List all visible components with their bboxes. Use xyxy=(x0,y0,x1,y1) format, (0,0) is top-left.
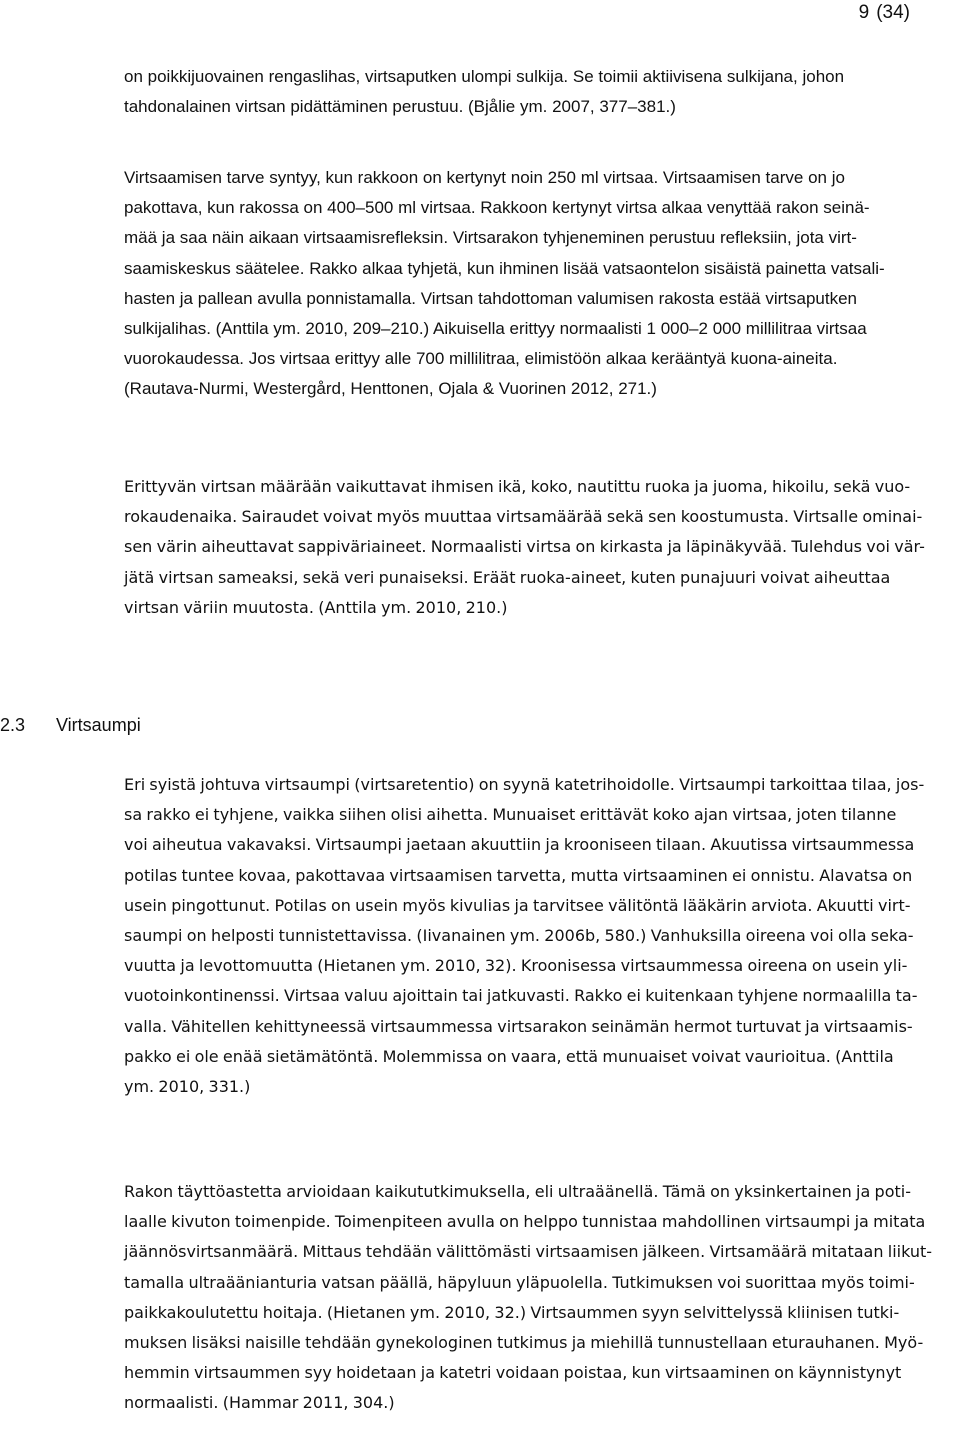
page-number-total: (34) xyxy=(876,2,910,23)
paragraph-urination-need: Virtsaamisen tarve syntyy, kun rakkoon on kertynyt noin 250 ml virtsaa. Virtsaamisen tarve on jo pakottava, kun rakossa on 400–500 ml virtsaa. Rakkoon kertynyt virtsa alkaa venyttää rakon seinä- mää ja saa näin aikaan virtsaamisrefleksin. Virtsarakon tyhjeneminen perustuu refleksiin, jota virt- saamiskeskus säätelee. Rakko alkaa tyhjetä, kun ihminen lisää vatsaontelon sisäistä painetta vatsali- hasten ja pallean avulla ponnistamalla. Virtsan tahdottoman valumisen rakosta estää virtsaputken sulkijalihas. (Anttila ym. 2010, 209–210.) Aikuisella erittyy normaalisti 1 000–2 000 millilitraa virtsaa vuorokaudessa. Jos virtsaa erittyy alle 700 millilitraa, elimistöön alkaa kerääntyä kuona-aineita. (Rautava-Nurmi, Westergård, Henttonen, Ojala & Vuorinen 2012, 271.) xyxy=(124,168,885,399)
section-heading xyxy=(0,712,141,738)
paragraph-urethral-sphincter: on poikkijuovainen rengaslihas, virtsaputken ulompi sulkija. Se toimii aktiivisena sulkijana, johon tahdonalainen virtsan pidättäminen perustuu. (Bjålie ym. 2007, 377–381.) xyxy=(124,67,845,117)
section-number: 2.3 xyxy=(0,715,26,735)
paragraph-bladder-ultrasound: Rakon täyttöastetta arvioidaan kaikututkimuksella, eli ultraäänellä. Tämä on yksinkertainen ja poti- laalle kivuton toimenpide. Toimenpiteen avulla on helppo tunnistaa mahdollinen virtsaumpi ja mitata jäännösvirtsanmäärä. Mittaus tehdään välittömästi virtsaamisen jälkeen. Virtsamäärä mitataan liikut- tamalla ultraäänianturia vatsan päällä, häpyluun yläpuolella. Tutkimuksen voi suorittaa myös toimi- paikkakoulutettu hoitaja. (Hietanen ym. 2010, 32.) Virtsaummen syyn selvittelyssä kliinisen tutki- muksen lisäksi naisille tehdään gynekologinen tutkimus ja miehillä tunnustellaan eturauhanen. Myö- hemmin virtsaummen syy hoidetaan ja katetri voidaan poistaa, kun virtsaaminen on käynnistynyt normaalisti. (Hammar 2011, 304.) xyxy=(124,1182,933,1413)
page-number xyxy=(859,0,910,26)
page-number-current: 9 xyxy=(858,2,870,23)
paragraph-urinary-retention: Eri syistä johtuva virtsaumpi (virtsaretentio) on syynä katetrihoidolle. Virtsaumpi tarkoittaa tilaa, jos- sa rakko ei tyhjene, vaikka siihen olisi aihetta. Munuaiset erittävät koko ajan virtsaa, joten tilanne voi aiheutua vakavaksi. Virtsaumpi jaetaan akuuttiin ja krooniseen tilaan. Akuutissa virtsaummessa potilas tuntee kovaa, pakottavaa virtsaamisen tarvetta, mutta virtsaaminen ei onnistu. Alavatsa on usein pingottunut. Potilas on usein myös kivulias ja tarvitsee välitöntä lääkärin arviota. Akuutti virt- saumpi on helposti tunnistettavissa. (Iivanainen ym. 2006b, 580.) Vanhuksilla oireena voi olla seka- vuutta ja levottomuutta (Hietanen ym. 2010, 32). Kroonisessa virtsaummessa oireena on usein yli- vuotoinkontinenssi. Virtsaa valuu ajoittain tai jatkuvasti. Rakko ei kuitenkaan tyhjene normaalilla ta- valla. Vähitellen kehittyneessä virtsaummessa virtsarakon seinämän hermot turtuvat ja virtsaamis- pakko ei ole enää sietämätöntä. Molemmissa on vaara, että munuaiset voivat vaurioitua. (Anttila ym. 2010, 331.) xyxy=(124,775,925,1097)
paragraph-urine-volume: Erittyvän virtsan määrään vaikuttavat ihmisen ikä, koko, nautittu ruoka ja juoma, hikoilu, sekä vuo- rokaudenaika. Sairaudet voivat myös muuttaa virtsamäärää sekä sen koostumusta. Virtsalle ominai- sen värin aiheuttavat sappiväriaineet. Normaalisti virtsa on kirkasta ja läpinäkyvää. Tulehdus voi vär- jätä virtsan sameaksi, sekä veri punaiseksi. Eräät ruoka-aineet, kuten punajuuri voivat aiheuttaa virtsan väriin muutosta. (Anttila ym. 2010, 210.) xyxy=(124,477,925,617)
section-title: Virtsaumpi xyxy=(56,715,141,735)
